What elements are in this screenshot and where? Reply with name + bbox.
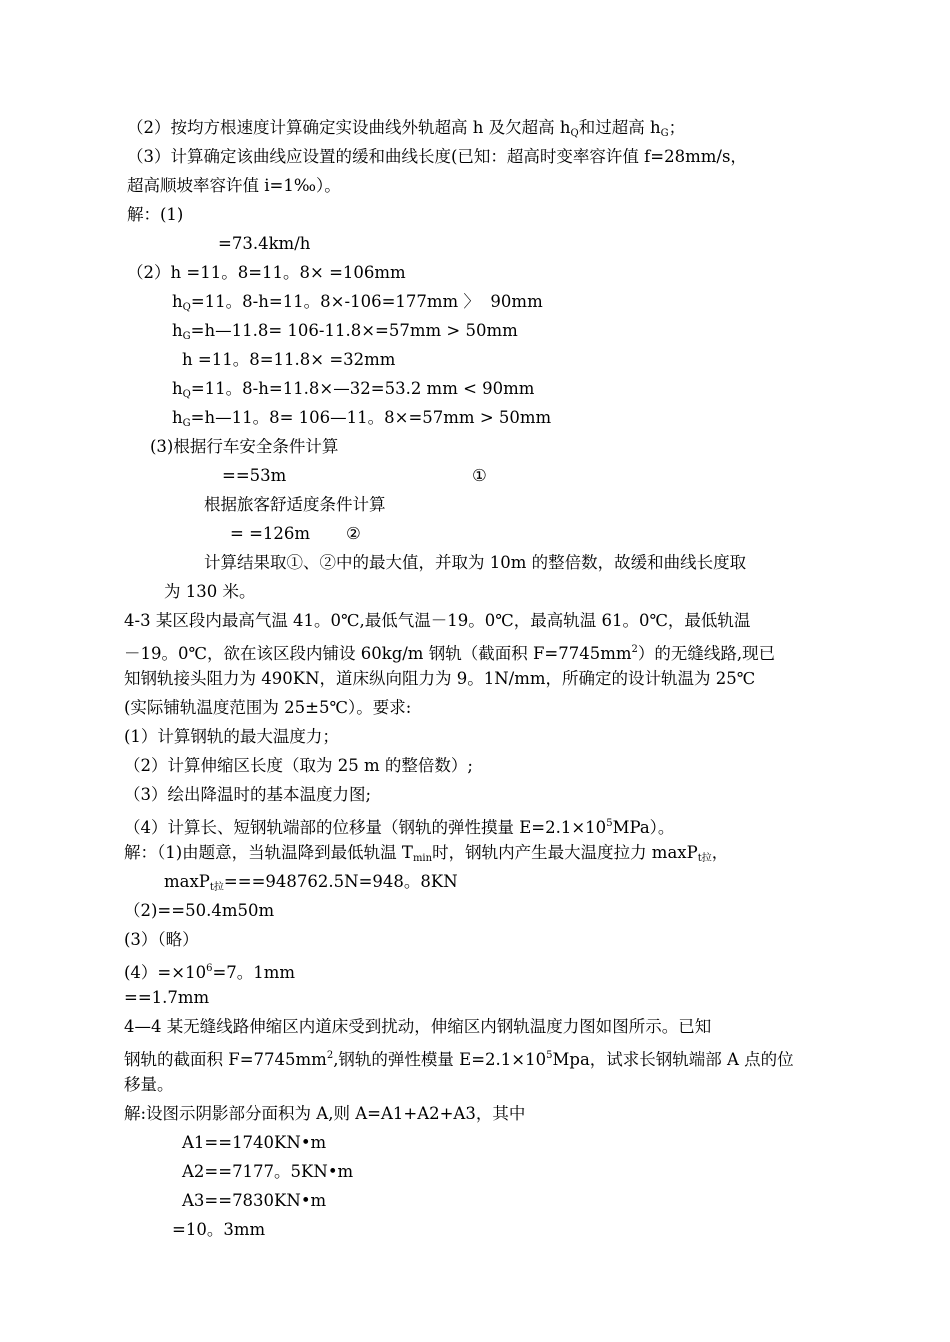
text-segment: （2)==50.4m50m	[124, 901, 275, 920]
text-line	[124, 814, 674, 838]
text-line	[124, 1046, 794, 1070]
text-segment: 钢轨的截面积 F=7745mm	[124, 1050, 327, 1069]
text-segment: 计算结果取①、②中的最大值，并取为 10m 的整倍数，故缓和曲线长度取	[204, 553, 747, 572]
text-segment: ，	[711, 843, 729, 862]
text-segment: （2）按均方根速度计算确定实设曲线外轨超高 h 及欠超高 h	[127, 118, 571, 137]
text-segment: A1==1740KN•m	[182, 1133, 327, 1152]
subscript: Q	[182, 302, 191, 313]
text-segment: 解：(1)	[127, 205, 184, 224]
text-segment: 移量。	[124, 1075, 174, 1094]
subscript: t拉	[209, 882, 224, 893]
text-segment: ==53m	[222, 466, 287, 485]
text-segment: ；	[668, 118, 686, 137]
text-segment: h	[172, 292, 183, 311]
text-segment: h	[172, 408, 183, 427]
text-line	[124, 698, 411, 718]
subscript: Q	[182, 389, 191, 400]
text-segment: ==1.7mm	[124, 988, 210, 1007]
superscript: 5	[606, 818, 613, 829]
text-line	[346, 524, 361, 544]
subscript: Q	[570, 128, 579, 139]
text-segment: (3)根据行车安全条件计算	[150, 437, 339, 456]
superscript: 5	[546, 1050, 553, 1061]
text-line	[164, 582, 255, 602]
text-line	[124, 930, 199, 950]
text-line	[182, 1191, 326, 1211]
text-line	[472, 466, 487, 486]
text-line	[222, 466, 286, 486]
text-segment: MPa）。	[612, 818, 675, 837]
text-segment: 时，钢轨内产生最大温度拉力 maxP	[432, 843, 698, 862]
text-line	[124, 669, 755, 689]
text-segment: 根据旅客舒适度条件计算	[204, 495, 386, 514]
text-line	[182, 350, 395, 370]
text-line	[124, 901, 274, 921]
subscript: min	[412, 853, 433, 864]
text-line	[124, 1017, 711, 1037]
text-segment: (实际铺轨温度范围为 25±5℃）。要求:	[124, 698, 412, 717]
text-segment: (3）（略）	[124, 930, 199, 949]
subscript: G	[182, 331, 191, 342]
text-line	[124, 959, 295, 983]
text-line	[230, 524, 310, 544]
text-segment: = =126m	[230, 524, 311, 543]
text-segment: （2）计算伸缩区长度（取为 25 m 的整倍数）;	[124, 756, 473, 775]
text-segment: =11。8-h=11。8×-106=177mm 〉 90mm	[190, 292, 543, 311]
subscript: G	[660, 128, 669, 139]
text-segment: ）的无缝线路,现已	[637, 644, 776, 663]
text-line	[124, 756, 473, 776]
text-segment: h	[172, 379, 183, 398]
text-line	[124, 1104, 525, 1124]
text-segment: ,钢轨的弹性模量 E=2.1×10	[333, 1050, 547, 1069]
text-line	[127, 263, 406, 283]
text-segment: h	[172, 321, 183, 340]
text-line	[124, 1075, 174, 1095]
text-segment: A3==7830KN•m	[182, 1191, 327, 1210]
text-line	[172, 379, 534, 405]
text-line	[218, 234, 310, 254]
text-segment: (1）计算钢轨的最大温度力；	[124, 727, 339, 746]
text-line	[124, 785, 371, 805]
subscript: t拉	[697, 853, 712, 864]
text-segment: 为 130 米。	[164, 582, 256, 601]
text-segment: =h—11.8= 106-11.8×=57mm > 50mm	[190, 321, 518, 340]
text-line	[127, 205, 183, 225]
text-line	[124, 640, 775, 664]
text-line	[124, 843, 728, 869]
text-line	[124, 611, 750, 631]
text-segment: ===948762.5N=948。8KN	[223, 872, 458, 891]
text-segment: =11。8-h=11.8×—32=53.2 mm < 90mm	[190, 379, 535, 398]
text-segment: （2）h =11。8=11。8× =106mm	[127, 263, 406, 282]
text-segment: h =11。8=11.8× =32mm	[182, 350, 396, 369]
text-segment: 解：（1)由题意，当轨温降到最低轨温 T	[124, 843, 413, 862]
text-segment: 和过超高 h	[578, 118, 661, 137]
text-segment: 4—4 某无缝线路伸缩区内道床受到扰动，伸缩区内钢轨温度力图如图所示。已知	[124, 1017, 712, 1036]
text-line	[150, 437, 338, 457]
superscript: 2	[631, 644, 638, 655]
text-line	[127, 118, 685, 144]
text-line	[172, 408, 551, 434]
text-line	[182, 1162, 353, 1182]
text-segment: （3）计算确定该曲线应设置的缓和曲线长度(已知：超高时变率容许值 f=28mm/s，	[127, 147, 747, 166]
text-segment: =73.4km/h	[218, 234, 311, 253]
text-line	[127, 176, 341, 196]
text-segment: 知钢轨接头阻力为 490KN，道床纵向阻力为 9。1N/mm，所确定的设计轨温为 25℃	[124, 669, 756, 688]
text-segment: 超高顺坡率容许值 i=1‰）。	[127, 176, 341, 195]
text-line	[124, 988, 209, 1008]
text-segment: A2==7177。5KN•m	[182, 1162, 354, 1181]
text-line	[164, 872, 458, 898]
text-segment: ①	[472, 466, 487, 485]
text-segment: =h—11。8= 106—11。8×=57mm > 50mm	[190, 408, 552, 427]
text-line	[124, 727, 339, 747]
superscript: 2	[326, 1050, 334, 1061]
text-line	[172, 321, 518, 347]
text-segment: Mpa，试求长钢轨端部 A 点的位	[552, 1050, 794, 1069]
text-line	[204, 495, 386, 515]
subscript: G	[182, 418, 191, 429]
text-line	[172, 1220, 265, 1240]
text-segment: (4）=×10	[124, 963, 207, 982]
text-line	[172, 292, 543, 318]
text-segment: 解:设图示阴影部分面积为 A,则 A=A1+A2+A3，其中	[124, 1104, 526, 1123]
text-segment: maxP	[164, 872, 210, 891]
text-segment: 4-3 某区段内最高气温 41。0℃,最低气温－19。0℃，最高轨温 61。0℃，最低轨温	[124, 611, 751, 630]
text-segment: －19。0℃，欲在该区段内铺设 60kg/m 钢轨（截面积 F=7745mm	[124, 644, 632, 663]
text-segment: （4）计算长、短钢轨端部的位移量（钢轨的弹性摸量 E=2.1×10	[124, 818, 607, 837]
superscript: 6	[206, 963, 213, 974]
text-line	[204, 553, 746, 573]
text-segment: =7。1mm	[212, 963, 296, 982]
text-line	[127, 147, 747, 167]
text-segment: （3）绘出降温时的基本温度力图;	[124, 785, 372, 804]
text-line	[182, 1133, 326, 1153]
text-segment: ②	[346, 524, 361, 543]
text-segment: =10。3mm	[172, 1220, 266, 1239]
